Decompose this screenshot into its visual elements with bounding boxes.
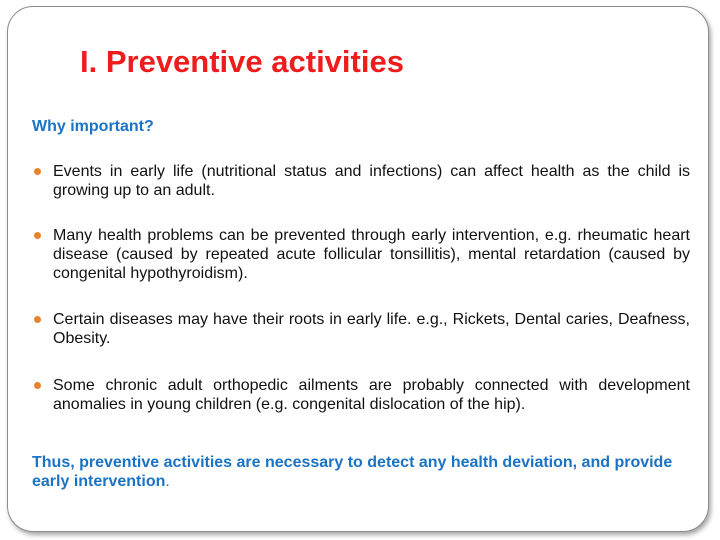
bullet-text: Events in early life (nutritional status and infections) can affect health as the child is growing up to an adult.: [53, 163, 690, 199]
bullet-item-disease-roots: [32, 310, 690, 348]
bullet-text: Some chronic adult orthopedic ailments are probably connected with development anomalies in young children (e.g. congenital dislocation of the hip).: [53, 377, 690, 413]
bullet-item-early-life: [32, 162, 690, 200]
conclusion-body: Thus, preventive activities are necessary to detect any health deviation, and provide early intervention: [32, 454, 673, 490]
conclusion-text: [32, 453, 692, 491]
bullet-dot-icon: [34, 382, 41, 389]
bullet-dot-icon: [34, 168, 41, 175]
bullet-item-orthopedic: [32, 376, 690, 414]
bullet-list: [32, 162, 690, 440]
bullet-dot-icon: [34, 316, 41, 323]
bullet-text: Many health problems can be prevented through early intervention, e.g. rheumatic heart disease (caused by repeated acute follicular tonsillitis), mental retardation (caused by congenital hypothyroidism).: [53, 227, 690, 282]
subheading-why-important: Why important?: [32, 118, 154, 135]
bullet-dot-icon: [34, 232, 41, 239]
bullet-item-early-intervention: [32, 226, 690, 283]
slide-title: I. Preventive activities: [80, 44, 404, 79]
conclusion-period: .: [165, 473, 170, 490]
bullet-text: Certain diseases may have their roots in early life. e.g., Rickets, Dental caries, Deafness, Obesity.: [53, 311, 690, 347]
